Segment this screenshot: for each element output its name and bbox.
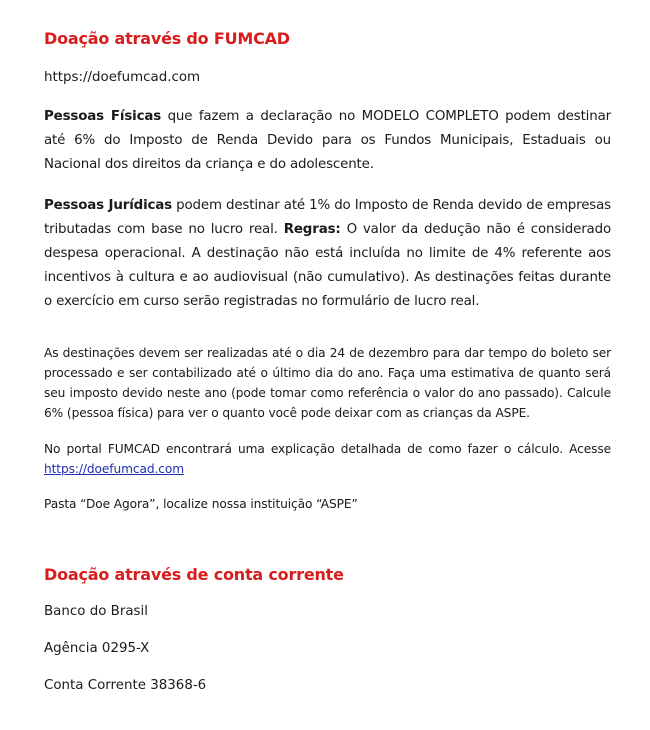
pessoas-juridicas-label: Pessoas Jurídicas — [44, 198, 172, 213]
fumcad-url-text: https://doefumcad.com — [44, 70, 201, 85]
regras-text: O valor da dedução não é considerado despesa operacional. A destinação não está incluída no limite de 4% referente aos incentivos à cultura e ao audiovisual (não cumulativo). As destinações feitas durante o exercício em curso serão registradas no formulário de lucro real. — [44, 222, 612, 309]
folder-note: Pasta “Doe Agora”, localize nossa instituição “ASPE” — [44, 497, 358, 511]
regras-label: Regras: — [283, 222, 341, 237]
portal-note-text: No portal FUMCAD encontrará uma explicação detalhada de como fazer o cálculo. Acesse — [44, 442, 611, 456]
pessoas-juridicas-text: podem destinar até 1% do Imposto de Renda devido de empresas tributadas com base no lucro real. — [44, 198, 611, 237]
bank-heading: Doação através de conta corrente — [44, 565, 344, 584]
pessoas-fisicas-text: que fazem a declaração no MODELO COMPLETO podem destinar até 6% do Imposto de Renda Devido para os Fundos Municipais, Estaduais ou Nacional dos direitos da criança e do adolescente. — [44, 109, 611, 172]
deadline-note: As destinações devem ser realizadas até o dia 24 de dezembro para dar tempo do boleto ser processado e ser contabilizado até o último dia do ano. Faça uma estimativa de quanto será seu imposto devido neste ano (pode tomar como referência o valor do ano passado). Calcule 6% (pessoa física) para ver o quanto você pode deixar com as crianças da ASPE. — [44, 346, 611, 420]
bank-name: Banco do Brasil — [44, 604, 148, 619]
bank-agency: Agência 0295-X — [44, 641, 150, 656]
doefumcad-link[interactable]: https://doefumcad.com — [44, 462, 184, 476]
pessoas-fisicas-label: Pessoas Físicas — [44, 109, 162, 124]
pessoas-fisicas-paragraph — [44, 105, 611, 177]
pessoas-juridicas-paragraph — [44, 194, 611, 314]
portal-note — [44, 439, 611, 479]
bank-account: Conta Corrente 38368-6 — [44, 678, 207, 693]
fumcad-heading: Doação através do FUMCAD — [44, 29, 290, 48]
